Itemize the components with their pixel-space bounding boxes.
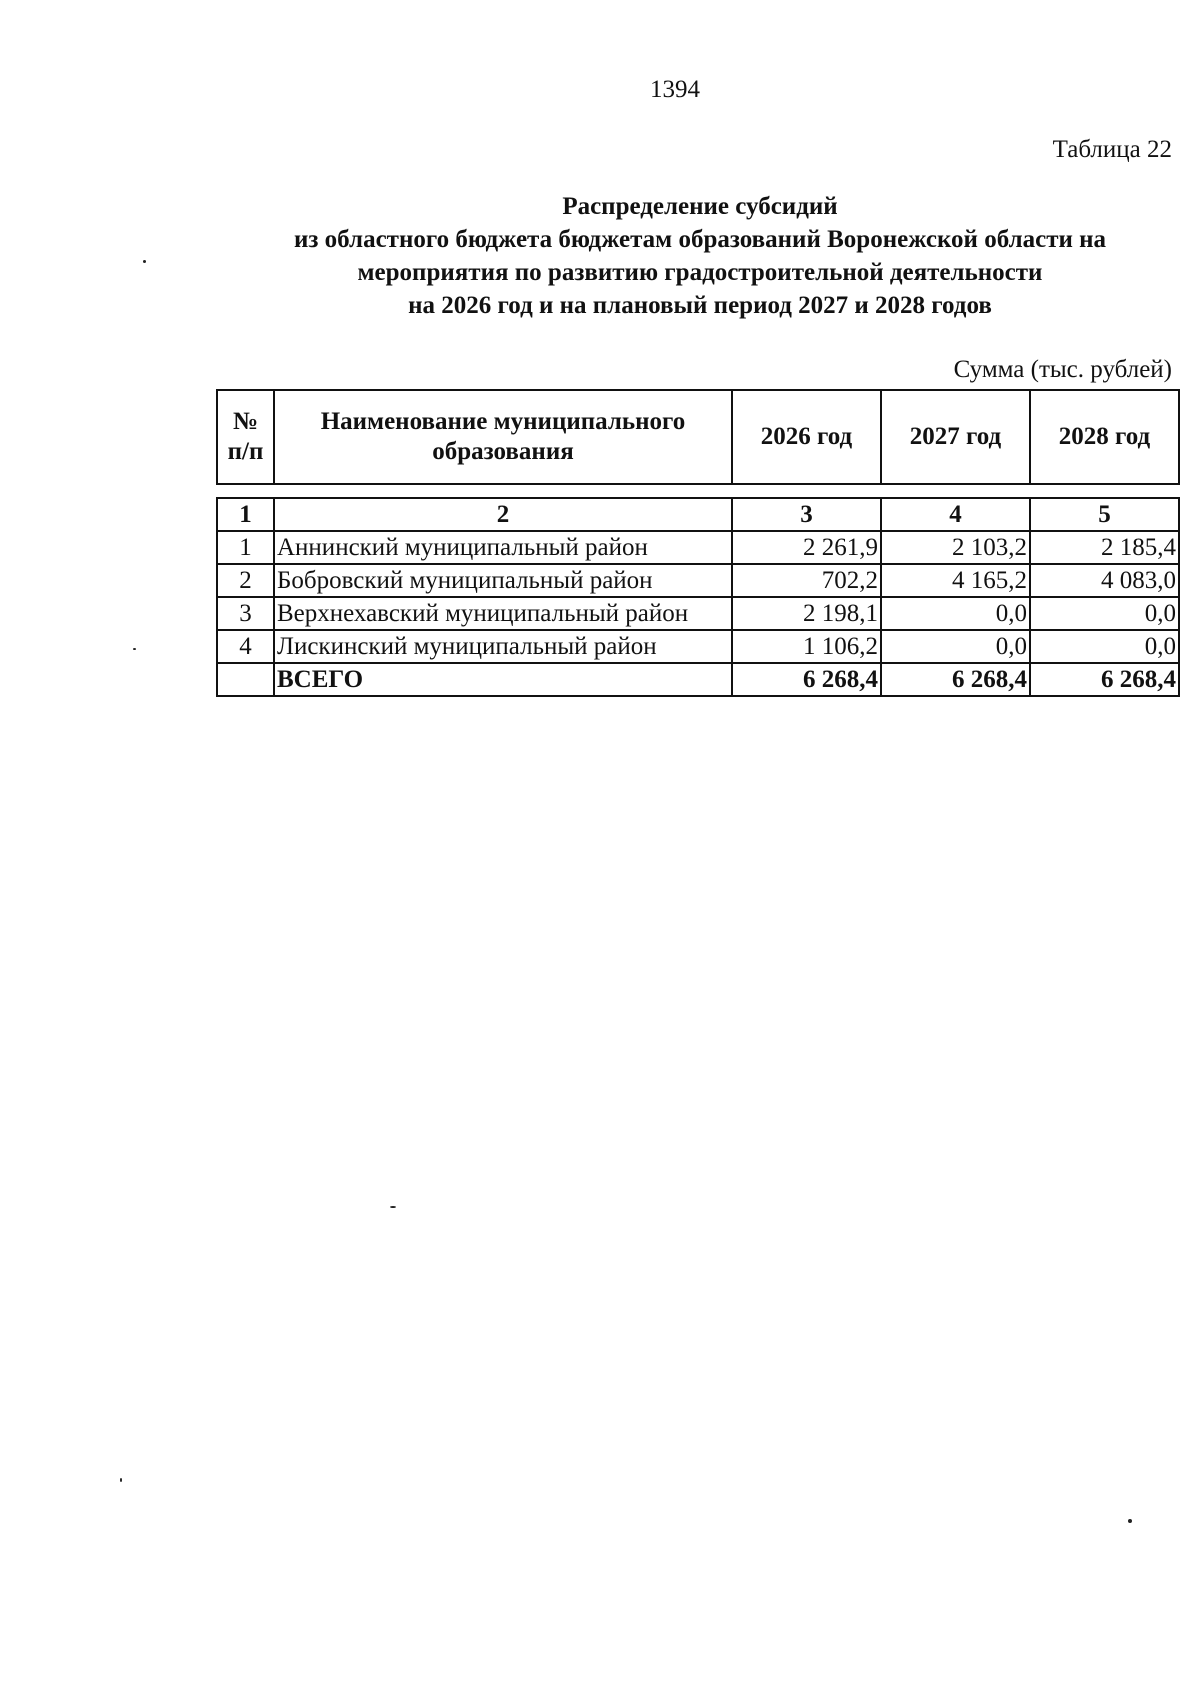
- table-row: [217, 531, 1179, 564]
- value-2027: 2 103,2: [881, 531, 1030, 564]
- value-2026: 1 106,2: [732, 630, 881, 663]
- municipality-name: Бобровский муниципальный район: [274, 564, 732, 597]
- total-2026: 6 268,4: [732, 663, 881, 696]
- scan-speck: [390, 1206, 396, 1208]
- data-table: [216, 497, 1180, 697]
- scan-speck: [1128, 1519, 1132, 1523]
- value-2026: 2 198,1: [732, 597, 881, 630]
- total-2028: 6 268,4: [1030, 663, 1179, 696]
- table-row: [217, 630, 1179, 663]
- title-line-1: Распределение субсидий: [562, 193, 838, 220]
- header-2026: 2026 год: [732, 390, 881, 484]
- table-header: [216, 389, 1180, 485]
- value-2028: 0,0: [1030, 630, 1179, 663]
- value-2027: 4 165,2: [881, 564, 1030, 597]
- column-number: 3: [732, 498, 881, 531]
- total-row: [217, 663, 1179, 696]
- row-number: 1: [217, 531, 274, 564]
- total-number-cell: [217, 663, 274, 696]
- column-number: 5: [1030, 498, 1179, 531]
- table-row: [217, 597, 1179, 630]
- scan-speck: [120, 1478, 122, 1482]
- total-2027: 6 268,4: [881, 663, 1030, 696]
- column-number: 1: [217, 498, 274, 531]
- header-2028: 2028 год: [1030, 390, 1179, 484]
- table-label: Таблица 22: [1052, 136, 1172, 163]
- title-line-2: из областного бюджета бюджетам образований Воронежской области на: [293, 226, 1107, 253]
- value-2028: 0,0: [1030, 597, 1179, 630]
- column-number: 2: [274, 498, 732, 531]
- row-number: 2: [217, 564, 274, 597]
- title-line-3: мероприятия по развитию градостроительной деятельности: [357, 259, 1043, 286]
- column-number-row: [217, 498, 1179, 531]
- value-2027: 0,0: [881, 630, 1030, 663]
- value-2027: 0,0: [881, 597, 1030, 630]
- header-2027: 2027 год: [881, 390, 1030, 484]
- value-2026: 702,2: [732, 564, 881, 597]
- page-number: 1394: [650, 76, 700, 103]
- row-number: 3: [217, 597, 274, 630]
- document-title: [180, 190, 1200, 322]
- municipality-name: Аннинский муниципальный район: [274, 531, 732, 564]
- municipality-name: Верхнехавский муниципальный район: [274, 597, 732, 630]
- value-2028: 2 185,4: [1030, 531, 1179, 564]
- units-caption: Сумма (тыс. рублей): [953, 356, 1172, 383]
- value-2026: 2 261,9: [732, 531, 881, 564]
- table-row: [217, 564, 1179, 597]
- header-name: Наименование муниципального образования: [274, 390, 732, 484]
- row-number: 4: [217, 630, 274, 663]
- header-number: № п/п: [217, 390, 274, 484]
- scan-speck: [133, 648, 136, 650]
- value-2028: 4 083,0: [1030, 564, 1179, 597]
- scan-speck: [143, 260, 146, 263]
- column-number: 4: [881, 498, 1030, 531]
- municipality-name: Лискинский муниципальный район: [274, 630, 732, 663]
- total-label: ВСЕГО: [274, 663, 732, 696]
- title-line-4: на 2026 год и на плановый период 2027 и 2028 годов: [408, 292, 992, 319]
